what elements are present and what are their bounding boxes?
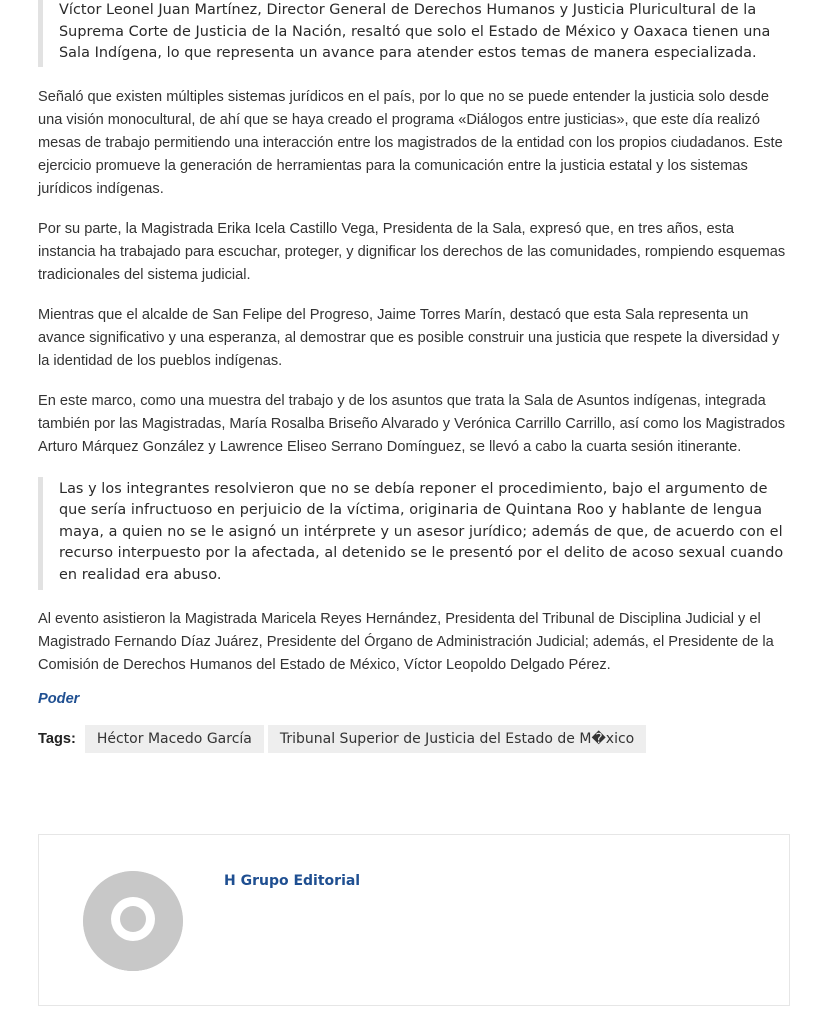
tag-hector-macedo-garcia[interactable]: Héctor Macedo García <box>85 725 264 753</box>
author-box <box>38 834 790 1006</box>
tag-tribunal-superior[interactable]: Tribunal Superior de Justicia del Estado de M�xico <box>268 725 646 753</box>
quote-text: Víctor Leonel Juan Martínez, Director General de Derechos Humanos y Justicia Pluricultural de la Suprema Corte de Justicia de la Nación, resaltó que solo el Estado de México y Oaxaca tienen una Sala Indígena, lo que representa un avance para atender estos temas de manera especializada. <box>59 2 771 61</box>
paragraph: Al evento asistieron la Magistrada Maricela Reyes Hernández, Presidenta del Tribunal de Disciplina Judicial y el Magistrado Fernando Díaz Juárez, Presidente del Órgano de Administración Judicial; además, el Presidente de la Comisión de Derechos Humanos del Estado de México, Víctor Leopoldo Delgado Pérez. <box>38 611 774 673</box>
paragraph: Por su parte, la Magistrada Erika Icela Castillo Vega, Presidenta de la Sala, expresó que, en tres años, esta instancia ha trabajado para escuchar, proteger, y dignificar los derechos de las comunidades, rompiendo esquemas tradicionales del sistema judicial. <box>38 220 786 283</box>
author-name-link[interactable]: H Grupo Editorial <box>224 873 361 889</box>
source-link[interactable]: Poder <box>38 691 80 707</box>
paragraph: En este marco, como una muestra del trabajo y de los asuntos que trata la Sala de Asuntos indígenas, integrada también por las Magistradas, María Rosalba Briseño Alvarado y Verónica Carrillo Carrillo, así como los Magistrados Arturo Márquez González y Lawrence Eliseo Serrano Domínguez, se llevó a cabo la cuarta sesión itinerante. <box>38 392 786 455</box>
blockquote-verdict <box>38 477 794 591</box>
quote-text: Las y los integrantes resolvieron que no se debía reponer el procedimiento, bajo el argumento de que sería infructuoso en perjuicio de la víctima, originaria de Quintana Roo y hablante de lengua maya, a quien no se le asignó un intérprete y un asesor jurídico; además de que, de acuerdo con el recurso interpuesto por la afectada, al detenido se le presentó por el delito de acoso sexual cuando en realidad era abuso. <box>59 480 784 583</box>
default-user-avatar-icon[interactable] <box>83 871 183 971</box>
paragraph: Mientras que el alcalde de San Felipe del Progreso, Jaime Torres Marín, destacó que esta Sala representa un avance significativo y una esperanza, al demostrar que es posible construir una justicia que respete la diversidad y la identidad de los pueblos indígenas. <box>38 306 780 369</box>
article-body <box>38 0 794 753</box>
blockquote-top <box>38 0 794 67</box>
paragraph: Señaló que existen múltiples sistemas jurídicos en el país, por lo que no se puede entender la justicia solo desde una visión monocultural, de ahí que se haya creado el programa «Diálogos entre justicias», que este día realizó mesas de trabajo permitiendo una interacción entre los magistrados de la entidad con los propios ciudadanos. Este ejercicio promueve la generación de herramientas para la comunicación entre la justicia estatal y los sistemas jurídicos indígenas. <box>38 88 783 197</box>
tags-row <box>38 725 794 753</box>
tags-label: Tags: <box>38 731 76 747</box>
